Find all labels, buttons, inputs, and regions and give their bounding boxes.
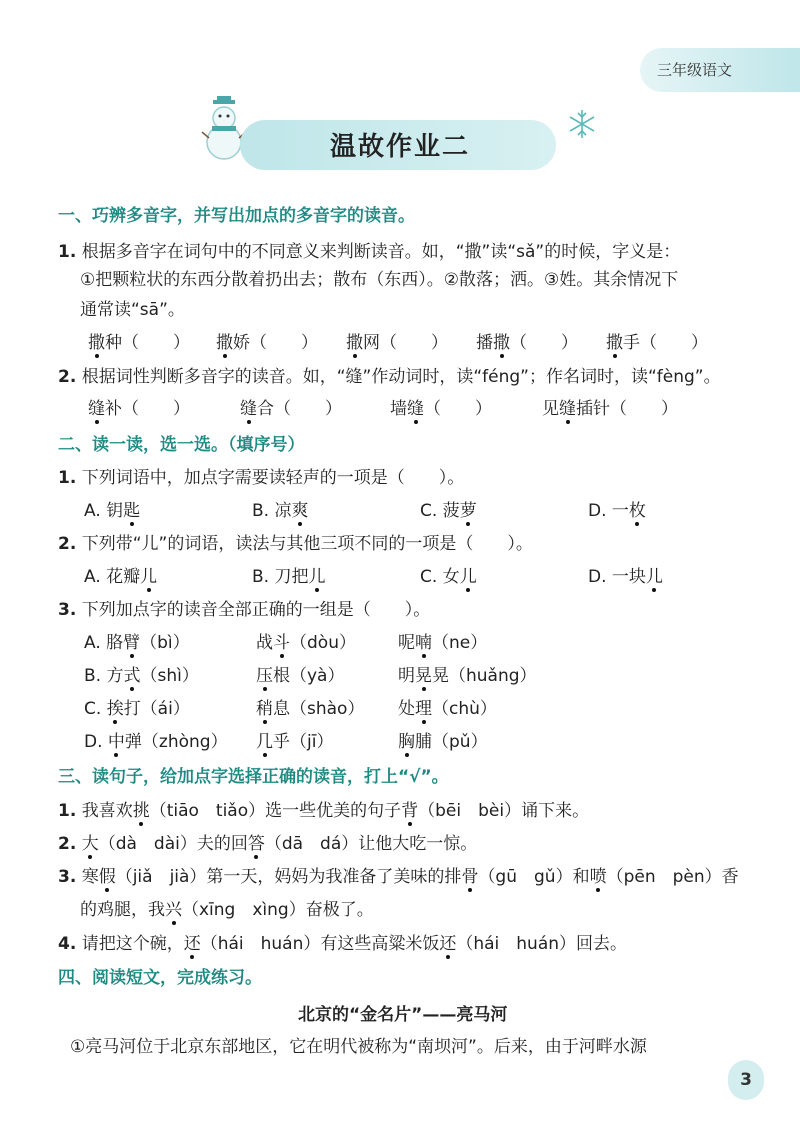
q3-1: 1. 我喜欢挑（tiāo tiǎo）选一些优美的句子背（bēi bèi）诵下来。 <box>58 801 590 821</box>
q1-2-word-2: 缝合（ ） <box>240 399 342 419</box>
q1-1-word-2: 撒娇（ ） <box>216 333 318 353</box>
q2-1-text: 1. 下列词语中，加点字需要读轻声的一项是（ ）。 <box>58 468 465 488</box>
page-title: 温故作业二 <box>330 132 471 162</box>
snowflake-icon <box>566 108 598 140</box>
q1-1-word-1: 撒种（ ） <box>88 333 190 353</box>
q1-1-line3: 通常读“sā”。 <box>80 300 185 320</box>
grade-subject-label: 三年级语文 <box>656 61 732 79</box>
q2-3-r1-c1: A. 胳臂（bì） <box>84 633 190 653</box>
q1-1-number: 1. <box>58 242 77 262</box>
q1-2-word-1: 缝补（ ） <box>88 399 190 419</box>
q2-3-r4-c2: 几乎（jī） <box>256 732 334 752</box>
section-1-heading: 一、巧辨多音字，并写出加点的多音字的读音。 <box>58 206 415 226</box>
q2-3-text: 3. 下列加点字的读音全部正确的一组是（ ）。 <box>58 600 431 620</box>
q2-2-text: 2. 下列带“儿”的词语，读法与其他三项不同的一项是（ ）。 <box>58 534 533 554</box>
q2-3-r3-c3: 处理（chù） <box>398 699 497 719</box>
q2-2-option-c: C. 女儿 <box>420 567 477 587</box>
q3-2: 2. 大（dà dài）夫的回答（dā dá）让他大吃一惊。 <box>58 834 478 854</box>
q2-1-option-d: D. 一枚 <box>588 501 646 521</box>
q1-1-word-5: 撒手（ ） <box>606 333 708 353</box>
q2-3-r1-c3: 呢喃（ne） <box>398 633 488 653</box>
q2-3-r4-c1: D. 中弹（zhòng） <box>84 732 228 752</box>
q3-3-cont: 的鸡腿，我兴（xīng xìng）奋极了。 <box>80 900 374 920</box>
q1-2-word-3: 墙缝（ ） <box>390 399 492 419</box>
q3-3: 3. 寒假（jiǎ jià）第一天，妈妈为我准备了美味的排骨（gū gǔ）和喷（pēn pèn）香 <box>58 867 739 887</box>
q2-2-option-a: A. 花瓣儿 <box>84 567 158 587</box>
q2-2-option-d: D. 一块儿 <box>588 567 663 587</box>
q2-2-option-b: B. 刀把儿 <box>252 567 326 587</box>
q1-1-line1 <box>58 237 680 262</box>
section-4-heading: 四、阅读短文，完成练习。 <box>58 968 262 988</box>
q2-3-r2-c1: B. 方式（shì） <box>84 666 199 686</box>
q1-1-text1: 根据多音字在词句中的不同意义来判断读音。如，“撒”读“sǎ”的时候，字义是： <box>81 242 681 262</box>
section-2-heading: 二、读一读，选一选。（填序号） <box>58 435 305 455</box>
q2-1-option-b: B. 凉爽 <box>252 501 309 521</box>
q1-1-line2: ①把颗粒状的东西分散着扔出去；散布（东西）。②散落；洒。③姓。其余情况下 <box>80 270 679 290</box>
q2-3-r4-c3: 胸脯（pǔ） <box>398 732 488 752</box>
q2-3-r3-c2: 稍息（shào） <box>256 699 365 719</box>
page-number: 3 <box>728 1060 764 1100</box>
section-3-heading: 三、读句子，给加点字选择正确的读音，打上“√”。 <box>58 767 449 787</box>
q1-2-line1: 2. 根据词性判断多音字的读音。如，“缝”作动词时，读“féng”；作名词时，读“fèng”。 <box>58 367 721 387</box>
q1-2-word-4: 见缝插针（ ） <box>542 399 678 419</box>
passage-line-1: ①亮马河位于北京东部地区，它在明代被称为“南坝河”。后来，由于河畔水源 <box>70 1037 647 1057</box>
q2-3-r1-c2: 战斗（dòu） <box>256 633 356 653</box>
passage-title: 北京的“金名片”——亮马河 <box>298 1005 508 1025</box>
q1-1-word-3: 撒网（ ） <box>346 333 448 353</box>
q2-3-r3-c1: C. 挨打（ái） <box>84 699 190 719</box>
q2-1-option-c: C. 菠萝 <box>420 501 477 521</box>
q2-1-option-a: A. 钥匙 <box>84 501 141 521</box>
q2-3-r2-c2: 压根（yà） <box>256 666 345 686</box>
q1-1-word-4: 播撒（ ） <box>476 333 578 353</box>
q3-4: 4. 请把这个碗，还（hái huán）有这些高粱米饭还（hái huán）回去。 <box>58 934 628 954</box>
q2-3-r2-c3: 明晃晃（huǎng） <box>398 666 537 686</box>
